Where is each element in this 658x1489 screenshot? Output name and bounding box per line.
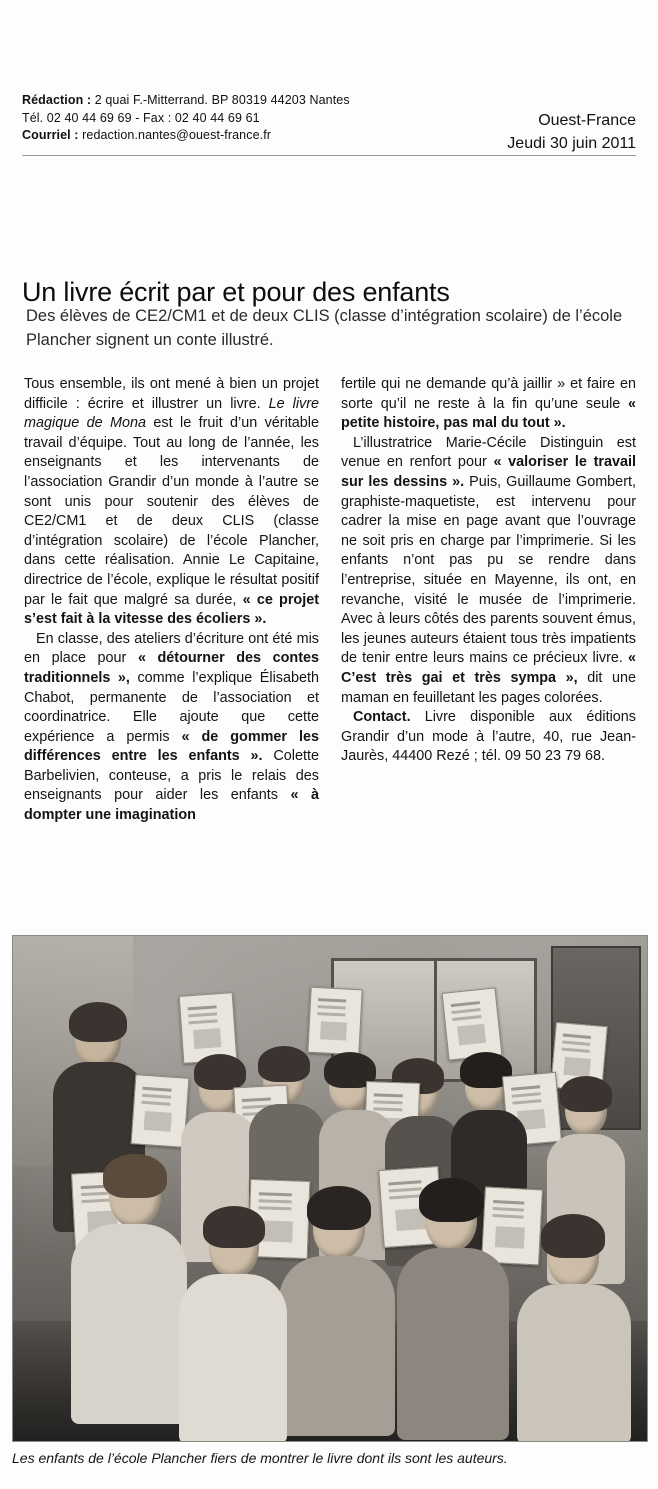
text-run: fertile qui ne demande qu’à jaillir » et faire en sorte qu’il ne reste à la fin qu’une seule xyxy=(341,376,636,412)
courriel-line xyxy=(22,127,350,145)
quote-run: « de gommer les différences entre les enfants ». xyxy=(24,728,319,765)
courriel-label: Courriel : xyxy=(22,128,79,142)
person-hair xyxy=(194,1054,246,1090)
held-book xyxy=(307,987,362,1056)
text-run: En classe, des ateliers d’écriture ont été mis en place pour xyxy=(24,630,319,667)
quote-run: « à dompter une imagination xyxy=(24,787,319,824)
person-hair xyxy=(258,1046,310,1082)
person-hair xyxy=(307,1186,371,1230)
text-run: est le fruit d’un véritable travail d’équipe. Tout au long de l’année, les enseignants et les intervenants de l’association Grandir d’un monde à l’autre se sont unis pour soutenir des élèves de CE2/CM1 et de deux CLIS (classe d’intégration scolaire) de l’école Plancher, dans cette réalisation. Annie Le Capitaine, directrice de l’école, explique le résultat positif par le fait que malgré sa durée, xyxy=(24,415,320,608)
contact-label: Contact. xyxy=(353,709,411,726)
masthead-contact-block xyxy=(22,92,350,145)
masthead-divider xyxy=(22,155,636,156)
article-body xyxy=(24,375,636,826)
quote-run: « ce projet s’est fait à la vitesse des écoliers ». xyxy=(24,591,319,628)
person-hair xyxy=(103,1154,167,1198)
person-body xyxy=(179,1274,287,1442)
quote-run: « C’est très gai et très sympa », xyxy=(341,650,636,686)
person-body xyxy=(71,1224,187,1424)
text-run: Puis, Guillaume Gombert, graphiste-maquetiste, est intervenu pour cadrer la mise en page avant que l’ouvrage ne soit pris en charge par l’imprimerie. Si les enfants n’ont pas pu se rendre dans l’entreprise, située en Mayenne, ils ont, en revanche, visité le musée de l’imprimerie. Avec à leurs côtés des parents souvent émus, les jeunes auteurs étaient tous très impatients de tenir entre leurs mains ce précieux livre. xyxy=(341,473,636,667)
contact-paragraph xyxy=(341,708,636,767)
text-run: Colette Barbelivien, conteuse, a pris le relais des enseignants pour aider les enfants xyxy=(24,748,319,804)
redaction-value: 2 quai F.-Mitterrand. BP 80319 44203 Nantes xyxy=(91,93,350,107)
newspaper-date: Jeudi 30 juin 2011 xyxy=(507,135,636,152)
held-book xyxy=(179,992,238,1064)
paragraph xyxy=(341,375,636,434)
phone-line: Tél. 02 40 44 69 69 - Fax : 02 40 44 69 61 xyxy=(22,110,260,125)
redaction-line xyxy=(22,92,350,110)
quote-run: « valoriser le travail sur les dessins ». xyxy=(341,454,636,490)
person-hair xyxy=(419,1178,483,1222)
article-column-2 xyxy=(341,375,636,826)
person-hair xyxy=(69,1002,127,1042)
masthead-title-block xyxy=(507,92,636,155)
person-body xyxy=(397,1248,509,1440)
article-photo xyxy=(12,935,648,1442)
masthead xyxy=(22,92,636,155)
person-hair xyxy=(560,1076,612,1112)
newspaper-name: Ouest-France xyxy=(538,112,636,129)
quote-run: « petite histoire, pas mal du tout ». xyxy=(341,395,636,432)
person-hair xyxy=(541,1214,605,1258)
contact-text: Livre disponible aux éditions Grandir d’un mode à l’autre, 40, rue Jean-Jaurès, 44400 Rezé ; tél. 09 50 23 79 68. xyxy=(341,709,636,765)
book-title: Le livre magique de Mona xyxy=(24,395,320,432)
article-column-1 xyxy=(24,375,319,826)
redaction-label: Rédaction : xyxy=(22,93,92,107)
quote-run: « détourner des contes traditionnels », xyxy=(24,650,319,686)
person-body xyxy=(279,1256,395,1436)
paragraph xyxy=(341,434,636,708)
text-run: dit une maman en feuilletant les pages colorées. xyxy=(341,669,636,706)
person-body xyxy=(517,1284,631,1442)
held-book xyxy=(442,987,503,1060)
held-book xyxy=(481,1187,543,1266)
person-hair xyxy=(203,1206,265,1248)
courriel-value: redaction.nantes@ouest-france.fr xyxy=(78,128,272,142)
text-run: L’illustratrice Marie-Cécile Distinguin est venue en renfort pour xyxy=(341,434,636,471)
paragraph xyxy=(24,375,319,630)
paragraph xyxy=(24,630,319,826)
text-run: comme l’explique Élisabeth Chabot, permanente de l’association et coordinatrice. Elle ajoute que cette expérience a permis xyxy=(24,669,319,745)
photo-caption: Les enfants de l’école Plancher fiers de montrer le livre dont ils sont les auteurs. xyxy=(12,1450,508,1466)
page-title: Un livre écrit par et pour des enfants xyxy=(22,277,450,308)
standfirst: Des élèves de CE2/CM1 et de deux CLIS (classe d’intégration scolaire) de l’école Plancher signent un conte illustré. xyxy=(26,307,623,349)
text-run: Tous ensemble, ils ont mené à bien un projet difficile : écrire et illustrer un livre. xyxy=(24,376,319,412)
